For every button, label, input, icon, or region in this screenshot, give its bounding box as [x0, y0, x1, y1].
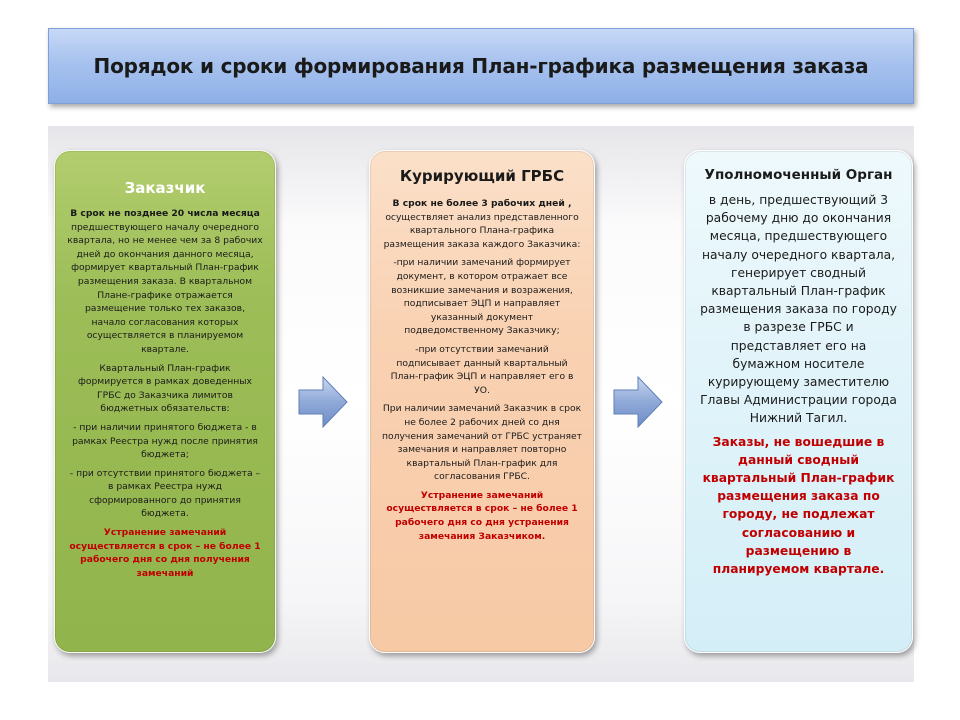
- grbs-paragraph-3: -при отсутствии замечаний подписывает данный квартальный План-график ЭЦП и направляет его в УО.: [390, 343, 574, 396]
- grbs-note: Устранение замечаний осуществляется в срок – не более 1 рабочего дня со дня устранения замечания Заказчиком.: [386, 489, 578, 542]
- authority-heading: Уполномоченный Орган: [704, 167, 893, 183]
- grbs-paragraph-1-text: осуществляет анализ представленного квартального Плана-графика размещения заказа каждого Заказчика:: [383, 211, 581, 250]
- arrow-right-icon: [612, 375, 664, 429]
- grbs-heading: Курирующий ГРБС: [399, 167, 565, 185]
- authority-note: Заказы, не вошедшие в данный сводный квартальный План-график размещения заказа по городу, не подлежат согласованию и размещению в планируемом квартале.: [702, 434, 895, 577]
- grbs-paragraph-2: -при наличии замечаний формирует документ, в котором отражает все возникшие замечания и возражения, подписывает ЭЦП и направляет указанный документ подведомственному Заказчику;: [391, 257, 573, 337]
- grbs-deadline: В срок не более 3 рабочих дней ,: [392, 198, 572, 209]
- customer-card: [54, 150, 276, 653]
- customer-paragraph-1-text: предшествующего началу очередного квартала, но не менее чем за 8 рабочих дней до окончания данного месяца, формирует квартальный План-график размещения заказа. В квартальном Плане-графике отражается размещение только тех заказов, начало согласования которых осуществляется в планируемом квартале.: [67, 221, 263, 355]
- grbs-paragraph-4: При наличии замечаний Заказчик в срок не более 2 рабочих дней со дня получения замечаний от ГРБС устраняет замечания и направляет повторно квартальный План-график для согласования ГРБС.: [382, 403, 582, 483]
- authority-card: [684, 150, 913, 653]
- customer-paragraph-1: [67, 207, 263, 357]
- customer-paragraph-3: - при наличии принятого бюджета - в рамках Реестра нужд после принятия бюджета;: [72, 421, 258, 461]
- grbs-paragraph-1: [382, 197, 582, 251]
- customer-note: Устранение замечаний осуществляется в срок – не более 1 рабочего дня со дня получения замечаний: [69, 527, 261, 579]
- arrow-right-icon: [297, 375, 349, 429]
- grbs-card: [369, 150, 595, 653]
- customer-heading: Заказчик: [124, 179, 206, 197]
- title-banner: [48, 28, 914, 104]
- customer-paragraph-4: - при отсутствии принятого бюджета – в рамках Реестра нужд сформированного до принятия бюджета.: [69, 467, 261, 520]
- authority-paragraph-1: в день, предшествующий 3 рабочему дню до окончания месяца, предшествующего началу очередного квартала, генерирует сводный квартальный План-график размещения заказа по городу в разрезе ГРБС и представляет его на бумажном носителе курирующему заместителю Главы Администрации города Нижний Тагил.: [700, 193, 897, 426]
- customer-paragraph-2: Квартальный План-график формируется в рамках доведенных ГРБС до Заказчика лимитов бюджетных обязательств:: [78, 362, 252, 415]
- customer-deadline: В срок не позднее 20 числа месяца: [70, 208, 260, 219]
- page-title: Порядок и сроки формирования План-графика размещения заказа: [93, 54, 869, 78]
